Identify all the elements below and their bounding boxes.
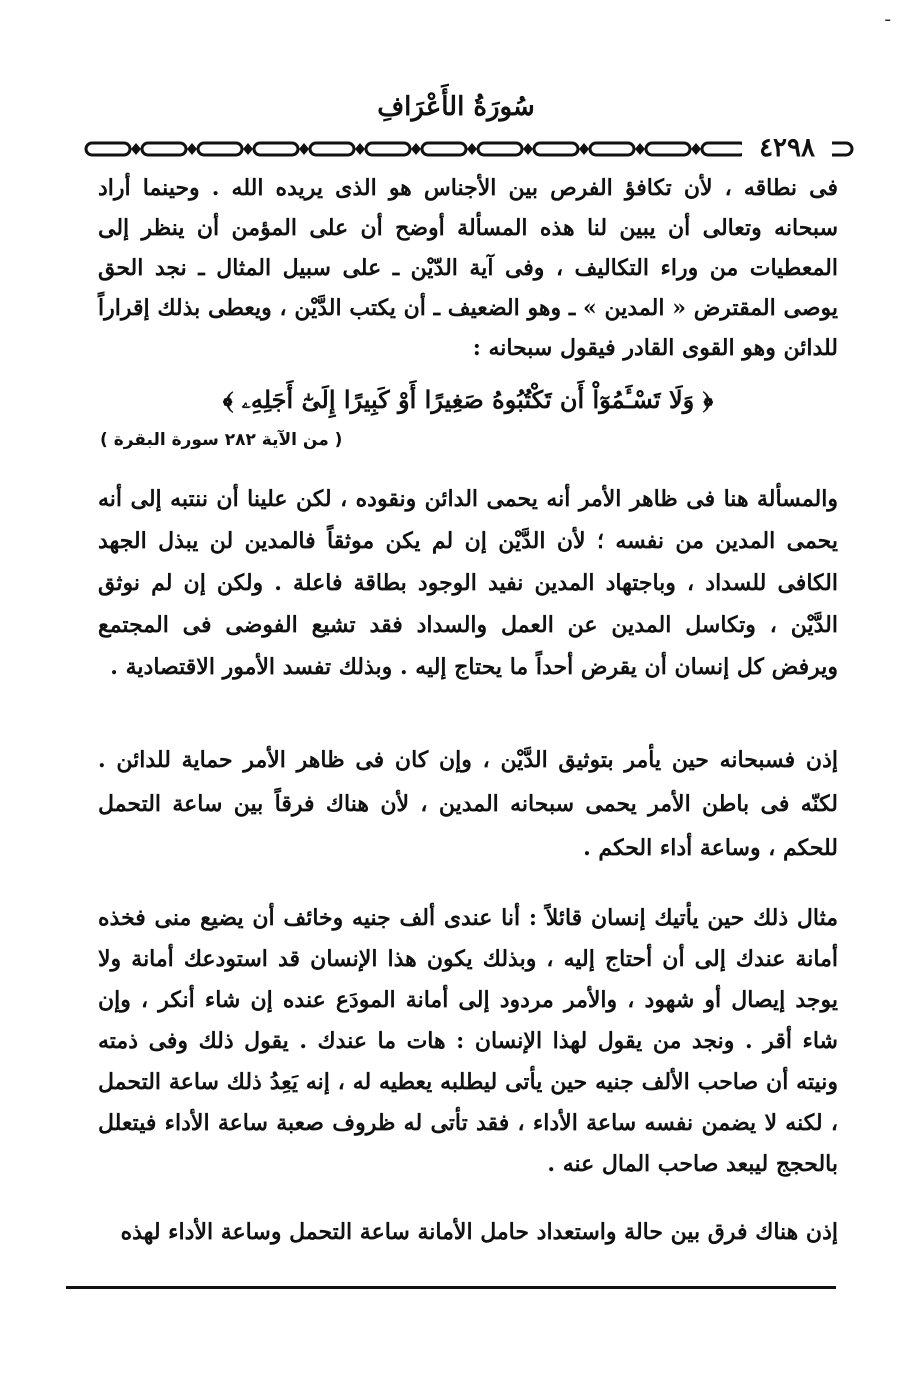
paragraph-text: إذن فسبحانه حين يأمر بتوثيق الدَّيْن ، وإن كان فى ظاهر الأمر حماية للدائن . لكنّه فى باطن الأمر يحمى سبحانه المدين ، لأن هناك فرقاً بين ساعة التحمل للحكم ، وساعة أداء الحكم .	[98, 747, 838, 861]
paragraph-1	[98, 168, 838, 368]
footer-rule	[66, 1286, 836, 1289]
paragraph-5	[98, 1212, 838, 1252]
paragraph-text: مثال ذلك حين يأتيك إنسان قائلاً : أنا عندى ألف جنيه وخائف أن يضيع منى فخذه أمانة عندك إلى أن أحتاج إليه ، وبذلك يكون هذا الإنسان قد استودعك أمانة ولا يوجد إيصال أو شهود ، والأمر مردود إلى أمانة المودَع عنده إن شاء أنكر ، وإن شاء أقر . ونجد من يقول لهذا الإنسان : هات ما عندك . يقول ذلك وفى ذمته ونيته أن صاحب الألف جنيه حين يأتى ليطلبه يعطيه له ، إنه يَعِدُ ذلك ساعة التحمل ، لكنه لا يضمن نفسه ساعة الأداء ، فقد تأتى له ظروف صعبة ساعة الأداء فيتعلل بالحجج ليبعد صاحب المال عنه .	[98, 905, 838, 1177]
quran-verse: ﴿ وَلَا تَسْـَٔمُوٓاْ أَن تَكْتُبُوهُ صَغِيرًا أَوْ كَبِيرًا إِلَىٰٓ أَجَلِهِۦ ﴾	[222, 385, 714, 414]
paragraph-text: والمسألة هنا فى ظاهر الأمر أنه يحمى الدائن ونقوده ، لكن علينا أن ننتبه إلى أنه يحمى المدين من نفسه ؛ لأن الدَّيْن إن لم يكن موثقاً فالمدين لن يبذل الجهد الكافى للسداد ، وباجتهاد المدين نفيد الوجود بطاقة فاعلة . ولكن إن لم نوثق الدَّيْن ، وتكاسل المدين عن العمل والسداد فقد تشيع الفوضى فى المجتمع ويرفض كل إنسان أن يقرض أحداً ما يحتاج إليه . وبذلك تفسد الأمور الاقتصادية .	[98, 486, 838, 680]
paragraph-2	[98, 478, 838, 688]
paragraph-text: إذن هناك فرق بين حالة واستعداد حامل الأمانة ساعة التحمل وساعة الأداء لهذه	[120, 1219, 838, 1245]
paragraph-4	[98, 898, 838, 1185]
corner-mark: ـ	[885, 6, 890, 25]
page-number: ٤٢٩٨	[742, 134, 832, 162]
surah-title: سُورَةُ الأَعْرَافِ	[377, 92, 535, 122]
paragraph-3	[98, 738, 838, 870]
paragraph-text: فى نطاقه ، لأن تكافؤ الفرص بين الأجناس هو الذى يريده الله . وحينما أراد سبحانه وتعالى أن يبين لنا هذه المسألة أوضح أن على المؤمن أن ينظر إلى المعطيات من وراء التكاليف ، وفى آية الدّيْن ـ على سبيل المثال ـ نجد الحق يوصى المقترض « المدين » ـ وهو الضعيف ـ أن يكتب الدَّيْن ، ويعطى بذلك إقراراً للدائن وهو القوى القادر فيقول سبحانه :	[98, 175, 838, 361]
verse-reference: ( من الآية ٢٨٢ سورة البقرة )	[100, 430, 343, 450]
